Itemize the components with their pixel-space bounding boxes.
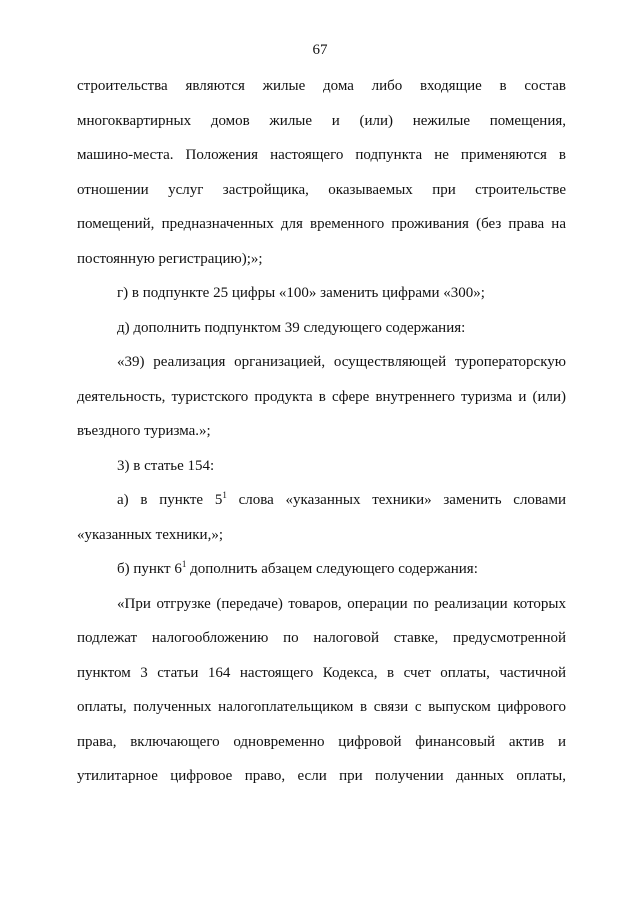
text-line: машино-места. Положения настоящего подпункта не применяются в bbox=[77, 147, 566, 163]
text-line: «39) реализация организацией, осуществляющей туроператорскую bbox=[117, 354, 566, 370]
paragraph-item-d: д) дополнить подпунктом 39 следующего содержания: bbox=[117, 319, 466, 336]
text-fragment: а) в пункте 5 bbox=[117, 492, 223, 508]
paragraph-item-g: г) в подпункте 25 цифры «100» заменить цифрами «300»; bbox=[117, 285, 485, 301]
text-line: оплаты, полученных налогоплательщиком в связи с выпуском цифрового bbox=[77, 699, 566, 715]
paragraph-item-b bbox=[77, 559, 566, 594]
text-line: «При отгрузке (передаче) товаров, операции по реализации которых bbox=[117, 595, 566, 612]
page-number: 67 bbox=[312, 42, 328, 58]
text-fragment: дополнить абзацем следующего содержания: bbox=[190, 561, 478, 577]
document-body bbox=[77, 76, 566, 801]
text-line: строительства являются жилые дома либо входящие в состав bbox=[77, 78, 566, 94]
text-line: пунктом 3 статьи 164 настоящего Кодекса, в счет оплаты, частичной bbox=[77, 664, 566, 681]
text-line: «указанных техники,»; bbox=[77, 526, 223, 543]
text-line: права, включающего одновременно цифровой финансовый актив и bbox=[77, 733, 566, 750]
text-line: многоквартирных домов жилые и (или) нежилые помещения, bbox=[77, 112, 566, 129]
text-line: помещений, предназначенных для временного проживания (без права на bbox=[77, 216, 566, 232]
text-line: въездного туризма.»; bbox=[77, 423, 211, 439]
text-line: отношении услуг застройщика, оказываемых при строительстве bbox=[77, 181, 566, 198]
text-line: утилитарное цифровое право, если при получении данных оплаты, bbox=[77, 768, 566, 784]
text-line: подлежат налогообложению по налоговой ставке, предусмотренной bbox=[77, 630, 566, 646]
superscript: 1 bbox=[181, 559, 187, 569]
text-line: деятельность, туристского продукта в сфере внутреннего туризма и (или) bbox=[77, 388, 566, 405]
paragraph-item-a bbox=[77, 490, 566, 525]
article-heading: 3) в статье 154: bbox=[117, 457, 215, 474]
text-line: постоянную регистрацию);»; bbox=[77, 250, 263, 267]
text-fragment: слова «указанных техники» заменить словами bbox=[238, 492, 566, 508]
superscript: 1 bbox=[222, 490, 227, 500]
text-fragment: б) пункт 6 bbox=[117, 561, 182, 577]
